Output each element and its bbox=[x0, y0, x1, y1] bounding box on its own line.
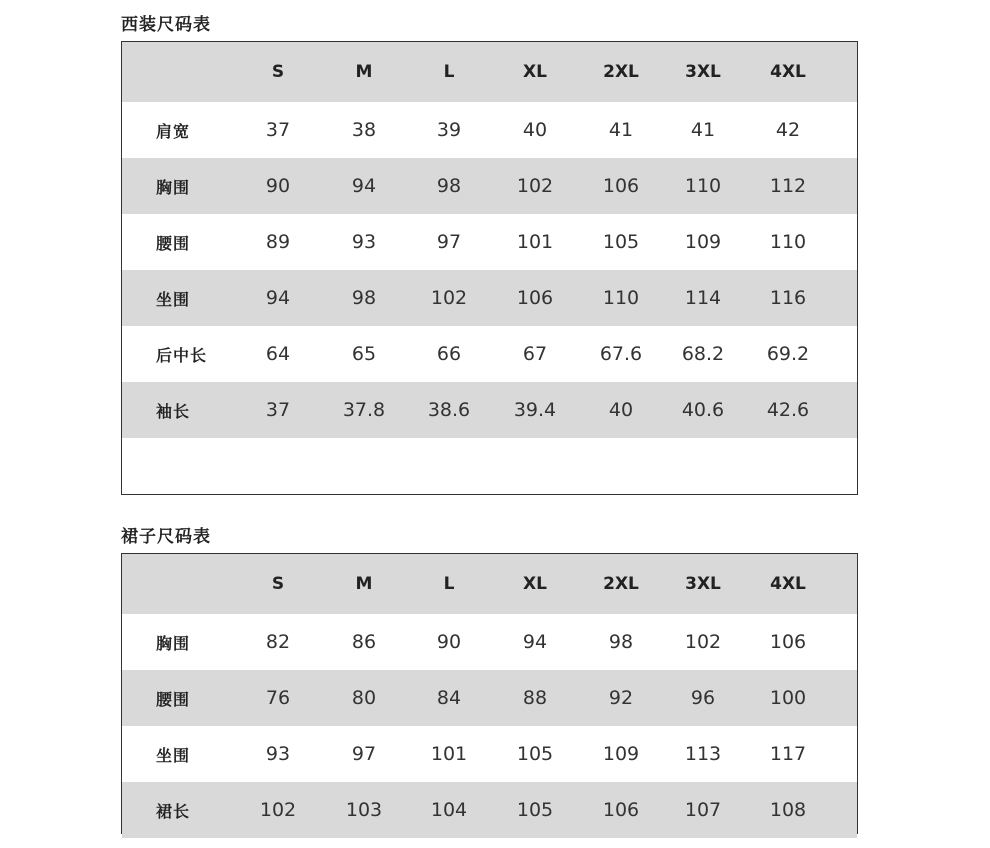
table-cell: 110 bbox=[602, 287, 640, 309]
table-cell: 98 bbox=[351, 287, 377, 309]
table-cell: 110 bbox=[684, 175, 722, 197]
table-cell: 37.8 bbox=[342, 399, 386, 421]
table-cell: 103 bbox=[345, 799, 383, 821]
size-header: XL bbox=[523, 574, 547, 594]
table-cell: 42.6 bbox=[766, 399, 810, 421]
table-row bbox=[122, 782, 857, 838]
header-row bbox=[122, 554, 857, 614]
skirt-chart-title: 裙子尺码表 bbox=[121, 527, 211, 547]
table-cell: 90 bbox=[436, 631, 462, 653]
size-header: M bbox=[355, 574, 373, 594]
table-cell: 67 bbox=[522, 343, 548, 365]
size-header: 2XL bbox=[603, 574, 639, 594]
table-cell: 41 bbox=[690, 119, 716, 141]
table-cell: 38 bbox=[351, 119, 377, 141]
size-header: 3XL bbox=[685, 574, 721, 594]
table-cell: 37 bbox=[265, 399, 291, 421]
table-cell: 102 bbox=[430, 287, 468, 309]
table-row bbox=[122, 382, 857, 438]
table-row bbox=[122, 614, 857, 670]
size-header: 4XL bbox=[770, 62, 806, 82]
measurement-label: 腰围 bbox=[156, 233, 191, 253]
table-cell: 65 bbox=[351, 343, 377, 365]
table-cell: 106 bbox=[516, 287, 554, 309]
table-cell: 106 bbox=[602, 799, 640, 821]
table-row bbox=[122, 158, 857, 214]
table-cell: 108 bbox=[769, 799, 807, 821]
table-cell: 101 bbox=[516, 231, 554, 253]
table-cell: 76 bbox=[265, 687, 291, 709]
table-cell: 41 bbox=[608, 119, 634, 141]
header-row bbox=[122, 42, 857, 102]
table-cell: 66 bbox=[436, 343, 462, 365]
table-cell: 39 bbox=[436, 119, 462, 141]
measurement-label: 肩宽 bbox=[156, 121, 191, 141]
table-cell: 40 bbox=[522, 119, 548, 141]
size-header: M bbox=[355, 62, 373, 82]
suit-chart-title: 西装尺码表 bbox=[121, 15, 211, 35]
table-cell: 98 bbox=[436, 175, 462, 197]
table-row bbox=[122, 726, 857, 782]
table-row bbox=[122, 270, 857, 326]
measurement-label: 胸围 bbox=[156, 177, 191, 197]
table-cell: 82 bbox=[265, 631, 291, 653]
skirt-size-table bbox=[121, 553, 858, 834]
table-cell: 86 bbox=[351, 631, 377, 653]
table-cell: 38.6 bbox=[427, 399, 471, 421]
table-cell: 93 bbox=[351, 231, 377, 253]
table-cell: 67.6 bbox=[599, 343, 643, 365]
table-cell: 92 bbox=[608, 687, 634, 709]
table-cell: 105 bbox=[516, 799, 554, 821]
table-cell: 97 bbox=[436, 231, 462, 253]
size-header: 4XL bbox=[770, 574, 806, 594]
table-row bbox=[122, 102, 857, 158]
measurement-label: 后中长 bbox=[156, 345, 208, 365]
table-cell: 117 bbox=[769, 743, 807, 765]
table-row bbox=[122, 214, 857, 270]
table-cell: 102 bbox=[684, 631, 722, 653]
measurement-label: 腰围 bbox=[156, 689, 191, 709]
table-cell: 97 bbox=[351, 743, 377, 765]
table-cell: 98 bbox=[608, 631, 634, 653]
table-cell: 116 bbox=[769, 287, 807, 309]
table-cell: 42 bbox=[775, 119, 801, 141]
table-cell: 69.2 bbox=[766, 343, 810, 365]
measurement-label: 坐围 bbox=[156, 289, 191, 309]
table-cell: 114 bbox=[684, 287, 722, 309]
size-header: XL bbox=[523, 62, 547, 82]
table-cell: 107 bbox=[684, 799, 722, 821]
table-cell: 112 bbox=[769, 175, 807, 197]
table-cell: 106 bbox=[602, 175, 640, 197]
size-header: 3XL bbox=[685, 62, 721, 82]
table-cell: 113 bbox=[684, 743, 722, 765]
table-cell: 109 bbox=[602, 743, 640, 765]
suit-size-table bbox=[121, 41, 858, 495]
table-cell: 94 bbox=[265, 287, 291, 309]
table-cell: 90 bbox=[265, 175, 291, 197]
table-cell: 40 bbox=[608, 399, 634, 421]
table-cell: 101 bbox=[430, 743, 468, 765]
table-cell: 80 bbox=[351, 687, 377, 709]
table-cell: 37 bbox=[265, 119, 291, 141]
table-cell: 100 bbox=[769, 687, 807, 709]
size-header: S bbox=[271, 574, 285, 594]
table-cell: 89 bbox=[265, 231, 291, 253]
table-cell: 106 bbox=[769, 631, 807, 653]
table-row bbox=[122, 326, 857, 382]
table-cell: 64 bbox=[265, 343, 291, 365]
table-cell: 104 bbox=[430, 799, 468, 821]
table-cell: 102 bbox=[259, 799, 297, 821]
table-cell: 40.6 bbox=[681, 399, 725, 421]
measurement-label: 袖长 bbox=[156, 401, 191, 421]
table-cell: 68.2 bbox=[681, 343, 725, 365]
table-cell: 93 bbox=[265, 743, 291, 765]
table-cell: 94 bbox=[351, 175, 377, 197]
table-cell: 39.4 bbox=[513, 399, 557, 421]
table-cell: 96 bbox=[690, 687, 716, 709]
table-cell: 109 bbox=[684, 231, 722, 253]
measurement-label: 胸围 bbox=[156, 633, 191, 653]
size-header: L bbox=[443, 574, 455, 594]
table-cell: 94 bbox=[522, 631, 548, 653]
table-cell: 105 bbox=[516, 743, 554, 765]
table-cell: 102 bbox=[516, 175, 554, 197]
measurement-label: 坐围 bbox=[156, 745, 191, 765]
table-cell: 105 bbox=[602, 231, 640, 253]
size-header: L bbox=[443, 62, 455, 82]
size-header: S bbox=[271, 62, 285, 82]
measurement-label: 裙长 bbox=[156, 801, 191, 821]
table-cell: 110 bbox=[769, 231, 807, 253]
table-row bbox=[122, 670, 857, 726]
table-cell: 84 bbox=[436, 687, 462, 709]
size-header: 2XL bbox=[603, 62, 639, 82]
table-cell: 88 bbox=[522, 687, 548, 709]
